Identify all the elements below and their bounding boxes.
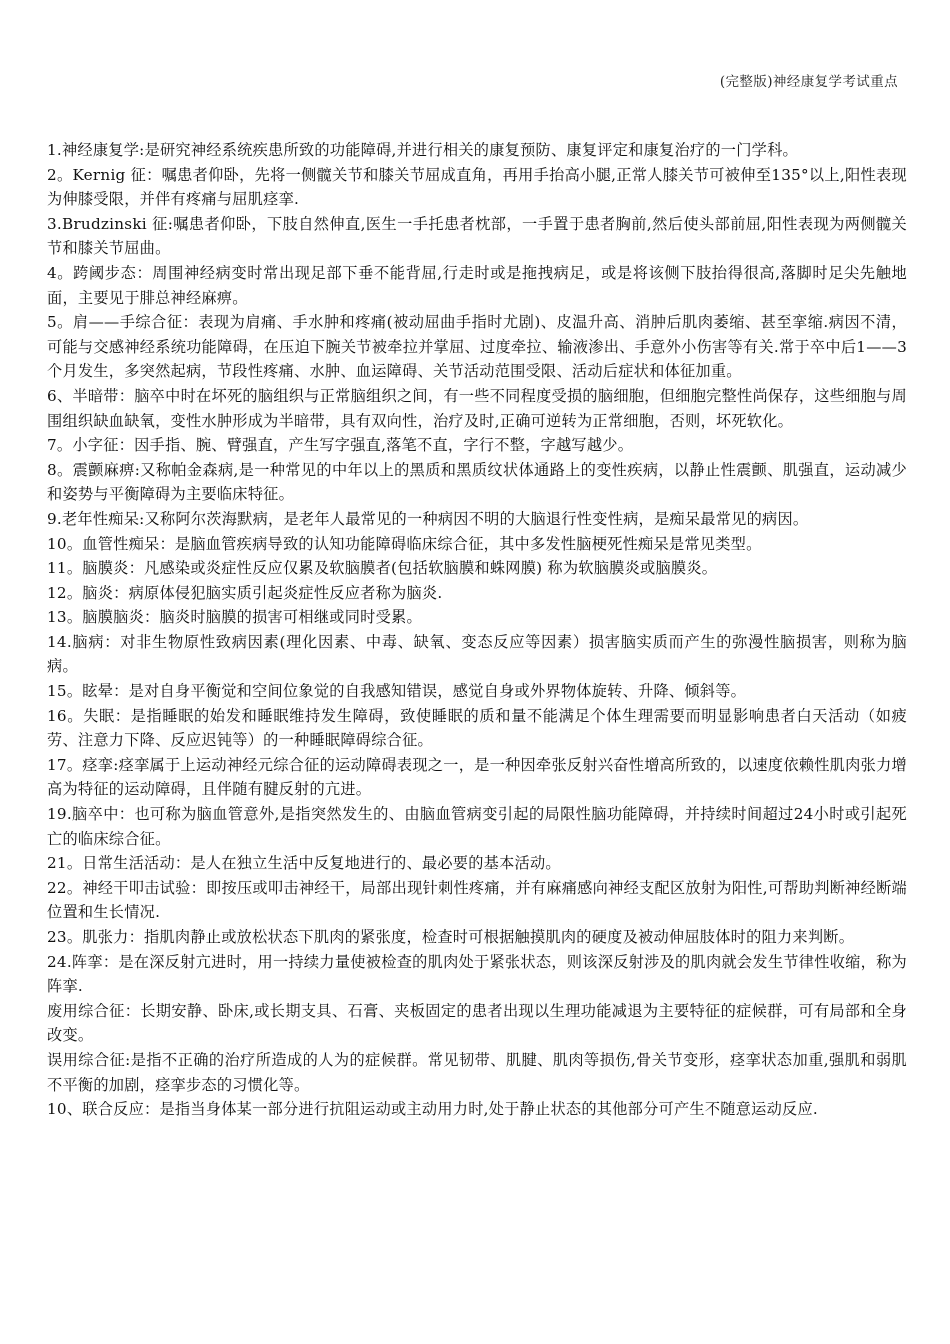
entry-steppage-gait: 4。跨阈步态：周围神经病变时常出现足部下垂不能背屈,行走时或是拖拽病足，或是将该侧下肢抬得很高,落脚时足尖先触地面，主要见于腓总神经麻痹。 [47,263,907,307]
entry-meningitis: 11。脑膜炎：凡感染或炎症性反应仅累及软脑膜者(包括软脑膜和蛛网膜) 称为软脑膜炎或脑膜炎。 [47,559,718,578]
entry-vascular-dementia: 10。血管性痴呆：是脑血管疾病导致的认知功能障碍临床综合征，其中多发性脑梗死性痴呆是常见类型。 [47,534,762,553]
entry-meningoencephalitis: 13。脑膜脑炎：脑炎时脑膜的损害可相继或同时受累。 [47,608,422,627]
entry-penumbra: 6、半暗带：脑卒中时在坏死的脑组织与正常脑组织之间，有一些不同程度受损的脑细胞，但细胞完整性尚保存，这些细胞与周围组织缺血缺氧，变性水肿形成为半暗带，具有双向性，治疗及时,正确可逆转为正常细胞，否则，坏死软化。 [47,386,907,430]
entry-parkinsons: 8。震颤麻痹:又称帕金森病,是一种常见的中年以上的黑质和黑质纹状体通路上的变性疾病，以静止性震颤、肌强直，运动减少和姿势与平衡障碍为主要临床特征。 [47,460,907,504]
document-body [47,138,907,1122]
entry-encephalitis: 12。脑炎：病原体侵犯脑实质引起炎症性反应者称为脑炎. [47,583,443,602]
entry-insomnia: 16。失眠：是指睡眠的始发和睡眠维持发生障碍，致使睡眠的质和量不能满足个体生理需要而明显影响患者白天活动（如疲劳、注意力下降、反应迟钝等）的一种睡眠障碍综合征。 [47,706,907,750]
entry-shoulder-hand-syndrome: 5。肩——手综合征：表现为肩痛、手水肿和疼痛(被动屈曲手指时尤剧)、皮温升高、消肿后肌肉萎缩、甚至挛缩.病因不清，可能与交感神经系统功能障碍，在压迫下腕关节被牵拉并掌屈、过度牵拉、输液渗出、手意外小伤害等有关.常于卒中后1——3个月发生，多突然起病，节段性疼痛、水肿、血运障碍、关节活动范围受限、活动后症状和体征加重。 [47,313,907,381]
entry-muscle-tone: 23。肌张力：指肌肉静止或放松状态下肌肉的紧张度，检查时可根据触摸肌肉的硬度及被动伸屈肢体时的阻力来判断。 [47,928,855,946]
entry-micrographia: 7。小字征：因手指、腕、臂强直，产生写字强直,落笔不直，字行不整，字越写越少。 [47,436,634,455]
page-header-title: (完整版)神经康复学考试重点 [719,74,898,90]
entry-clonus: 24.阵挛：是在深反射亢进时，用一持续力量使被检查的肌肉处于紧张状态，则该深反射涉及的肌肉就会发生节律性收缩，称为阵挛. [47,952,907,996]
entry-spasticity: 17。痉挛:痉挛属于上运动神经元综合征的运动障碍表现之一，是一种因牵张反射兴奋性增高所致的，以速度依赖性肌肉张力增高为特征的运动障碍，且伴随有腱反射的亢进。 [47,755,907,799]
entry-alzheimers: 9.老年性痴呆:又称阿尔茨海默病，是老年人最常见的一种病因不明的大脑退行性变性病，是痴呆最常见的病因。 [47,509,809,528]
entry-misuse-syndrome: 误用综合征:是指不正确的治疗所造成的人为的症候群。常见韧带、肌腱、肌肉等损伤,骨关节变形，痉挛状态加重,强肌和弱肌不平衡的加剧，痉挛步态的习惯化等。 [47,1050,907,1094]
entry-encephalopathy: 14.脑病：对非生物原性致病因素(理化因素、中毒、缺氧、变态反应等因素）损害脑实质而产生的弥漫性脑损害，则称为脑病。 [47,632,907,676]
entry-adl: 21。日常生活活动：是人在独立生活中反复地进行的、最必要的基本活动。 [47,854,561,873]
entry-stroke: 19.脑卒中：也可称为脑血管意外,是指突然发生的、由脑血管病变引起的局限性脑功能障碍，并持续时间超过24小时或引起死亡的临床综合征。 [47,805,907,848]
entry-kernig-sign: 2。Kernig 征：嘱患者仰卧，先将一侧髋关节和膝关节屈成直角，再用手抬高小腿,正常人膝关节可被伸至135°以上,阳性表现为伸膝受限，并伴有疼痛与屈肌痉挛. [47,165,907,209]
entry-brudzinski-sign: 3.Brudzinski 征:嘱患者仰卧，下肢自然伸直,医生一手托患者枕部，一手置于患者胸前,然后使头部前屈,阳性表现为两侧髋关节和膝关节屈曲。 [47,214,907,258]
entry-associated-reaction: 10、联合反应：是指当身体某一部分进行抗阻运动或主动用力时,处于静止状态的其他部分可产生不随意运动反应. [47,1100,818,1119]
entry-neuro-rehabilitation: 1.神经康复学:是研究神经系统疾患所致的功能障碍,并进行相关的康复预防、康复评定和康复治疗的一门学科。 [47,141,798,159]
entry-vertigo: 15。眩晕：是对自身平衡觉和空间位象觉的自我感知错误，感觉自身或外界物体旋转、升降、倾斜等。 [47,682,747,701]
entry-disuse-syndrome: 废用综合征：长期安静、卧床,或长期支具、石膏、夹板固定的患者出现以生理功能减退为主要特征的症候群，可有局部和全身改变。 [47,1001,907,1045]
entry-tinel-test: 22。神经干叩击试验：即按压或叩击神经干，局部出现针刺性疼痛，并有麻痛感向神经支配区放射为阳性,可帮助判断神经断端位置和生长情况. [47,878,907,922]
